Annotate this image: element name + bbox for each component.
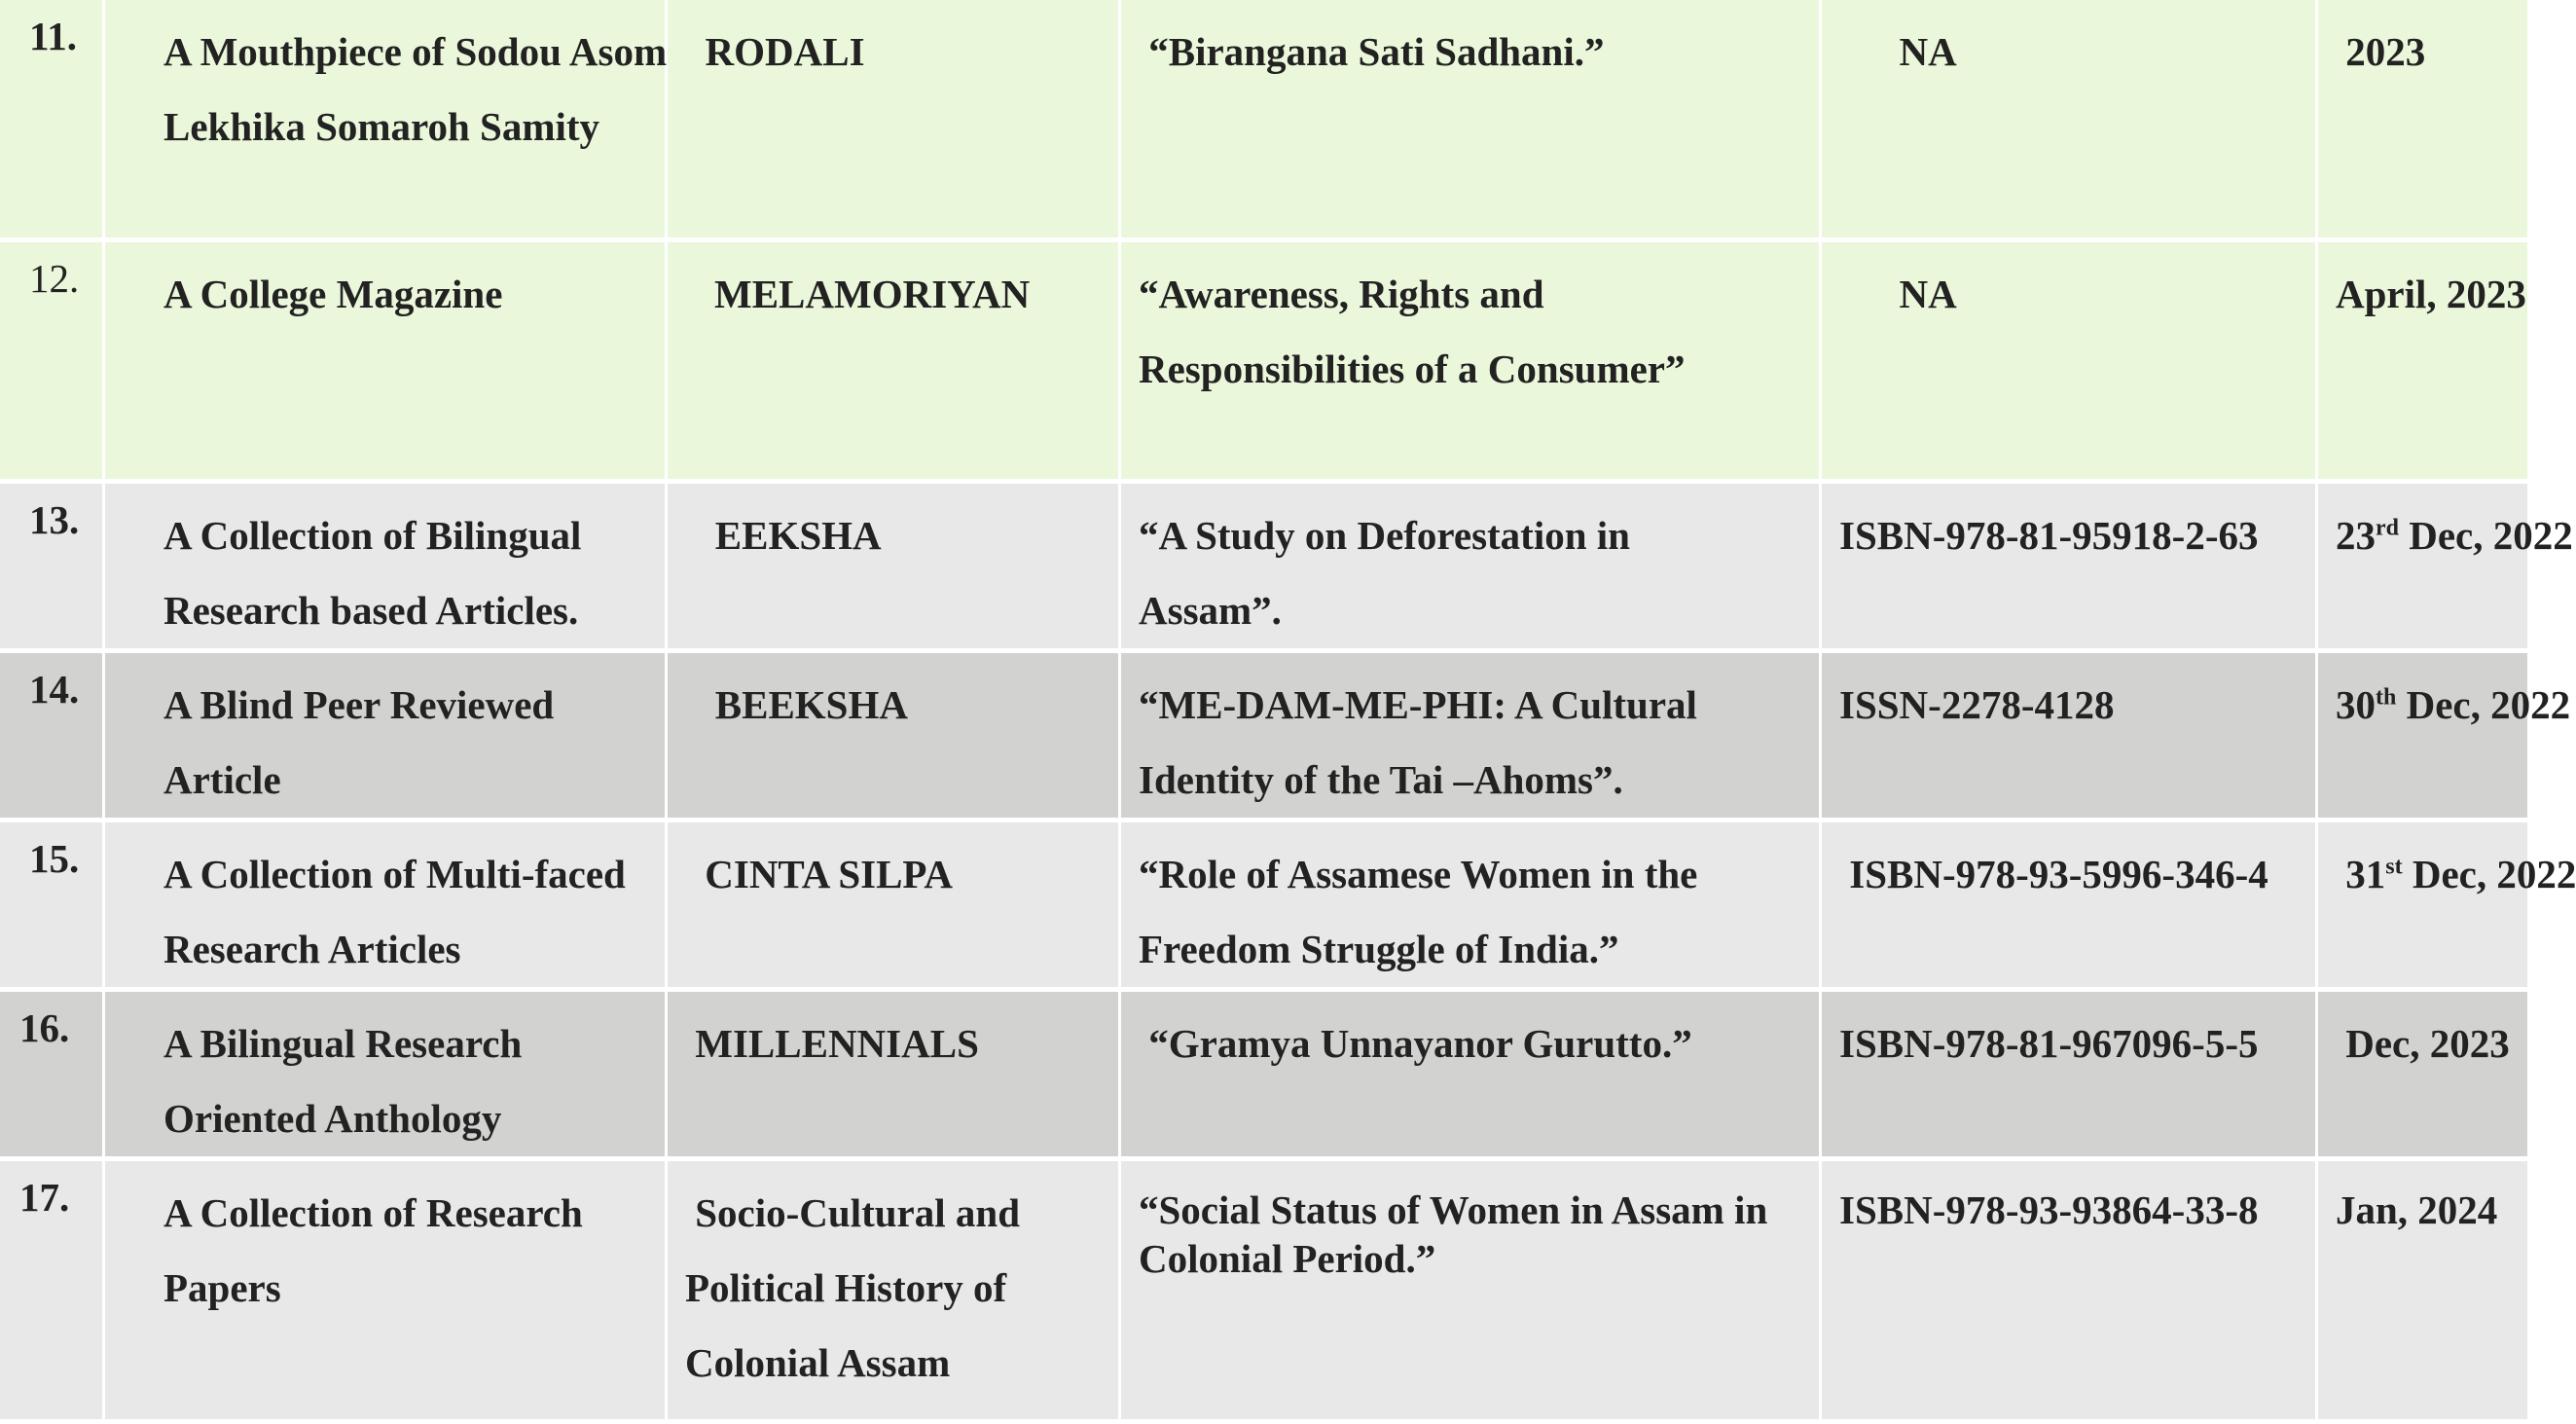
description-line: Papers <box>163 1265 281 1310</box>
publication-name-cell <box>668 992 1121 1161</box>
article-title-line: “Awareness, Rights and <box>1139 272 1544 316</box>
description-line: A Mouthpiece of Sodou Asom <box>163 29 668 74</box>
serial-number: 15. <box>29 836 80 881</box>
table-row <box>0 242 2530 484</box>
article-title-line: “Role of Assamese Women in the <box>1139 852 1698 896</box>
date-cell <box>2318 653 2571 822</box>
isbn-value: ISBN-978-93-93864-33-8 <box>1839 1187 2259 1232</box>
description-cell <box>105 653 668 822</box>
serial-number-cell <box>0 992 105 1161</box>
publication-name: RODALI <box>685 29 865 74</box>
isbn-value: NA <box>1839 29 1957 74</box>
description-line: A College Magazine <box>163 272 503 316</box>
serial-number: 14. <box>29 667 80 712</box>
article-title-cell <box>1121 822 1822 992</box>
isbn-cell <box>1822 242 2318 484</box>
article-title-line: Freedom Struggle of India.” <box>1139 927 1619 971</box>
article-title-cell <box>1121 653 1822 822</box>
publication-name-cell <box>668 0 1121 242</box>
isbn-cell <box>1822 992 2318 1161</box>
date-cell <box>2318 242 2530 484</box>
table-row <box>0 992 2530 1161</box>
description-line: Research Articles <box>163 927 461 971</box>
table-row <box>0 0 2530 242</box>
date-month-year: Dec, 2022 <box>2402 852 2576 896</box>
serial-number-cell <box>0 1161 105 1424</box>
article-title-cell <box>1121 0 1822 242</box>
date-day: 30 <box>2336 682 2376 727</box>
article-title-line: “A Study on Deforestation in <box>1139 513 1630 558</box>
description-cell <box>105 992 668 1161</box>
description-cell <box>105 0 668 242</box>
date-cell <box>2318 822 2576 992</box>
serial-number-cell <box>0 242 105 484</box>
description-line: Oriented Anthology <box>163 1096 502 1141</box>
description-cell <box>105 484 668 653</box>
description-line: A Blind Peer Reviewed <box>163 682 555 727</box>
publication-name-cell <box>668 1161 1121 1424</box>
isbn-cell <box>1822 1161 2318 1424</box>
serial-number: 12. <box>29 256 80 301</box>
date-cell <box>2318 1161 2530 1424</box>
date-ordinal-suffix: rd <box>2376 515 2399 541</box>
description-cell <box>105 822 668 992</box>
article-title-cell <box>1121 484 1822 653</box>
table-row <box>0 1161 2530 1424</box>
date-ordinal-suffix: st <box>2385 854 2403 880</box>
table-row <box>0 822 2530 992</box>
isbn-value: NA <box>1839 272 1957 316</box>
description-line: A Bilingual Research <box>163 1021 523 1066</box>
isbn-cell <box>1822 484 2318 653</box>
date-cell <box>2318 992 2530 1161</box>
table-row <box>0 653 2530 822</box>
date-day: 23 <box>2336 513 2376 558</box>
date-value: Dec, 2023 <box>2336 1021 2510 1066</box>
table-row <box>0 484 2530 653</box>
publication-name: BEEKSHA <box>685 682 908 727</box>
serial-number: 16. <box>19 1005 70 1050</box>
isbn-value: ISBN-978-93-5996-346-4 <box>1839 852 2268 896</box>
publication-name: MILLENNIALS <box>685 1021 979 1066</box>
publication-name: MELAMORIYAN <box>714 272 1031 316</box>
date-value: Jan, 2024 <box>2336 1187 2498 1232</box>
serial-number-cell <box>0 484 105 653</box>
article-title-line: Assam”. <box>1139 588 1282 633</box>
date-value: April, 2023 <box>2336 272 2526 316</box>
serial-number: 13. <box>29 497 80 542</box>
publication-name-cell <box>668 484 1121 653</box>
date-day: 31 <box>2336 852 2386 896</box>
description-cell <box>105 242 668 484</box>
description-line: A Collection of Research <box>163 1190 583 1235</box>
article-title-line: “Social Status of Women in Assam in <box>1139 1187 1768 1232</box>
description-line: Research based Articles. <box>163 588 579 633</box>
publication-name-cell <box>668 653 1121 822</box>
publication-name-cell <box>668 822 1121 992</box>
isbn-cell <box>1822 0 2318 242</box>
serial-number: 11. <box>29 14 77 58</box>
date-ordinal-suffix: th <box>2376 684 2397 711</box>
description-line: A Collection of Bilingual <box>163 513 582 558</box>
publication-name-cell <box>668 242 1121 484</box>
article-title-line: “Gramya Unnayanor Gurutto.” <box>1139 1021 1692 1066</box>
article-title-line: “ME-DAM-ME-PHI: A Cultural <box>1139 682 1697 727</box>
description-line: A Collection of Multi-faced <box>163 852 626 896</box>
serial-number-cell <box>0 822 105 992</box>
article-title-line: Colonial Period.” <box>1139 1236 1436 1281</box>
isbn-cell <box>1822 822 2318 992</box>
date-cell <box>2318 484 2573 653</box>
date-cell <box>2318 0 2530 242</box>
description-line: Lekhika Somaroh Samity <box>163 104 600 149</box>
isbn-cell <box>1822 653 2318 822</box>
serial-number-cell <box>0 0 105 242</box>
description-cell <box>105 1161 668 1424</box>
publication-name: CINTA SILPA <box>695 852 954 896</box>
isbn-value: ISSN-2278-4128 <box>1839 682 2115 727</box>
date-month-year: Dec, 2022 <box>2399 513 2573 558</box>
serial-number-cell <box>0 653 105 822</box>
isbn-value: ISBN-978-81-967096-5-5 <box>1839 1021 2259 1066</box>
date-value: 2023 <box>2336 29 2426 74</box>
publication-name-line: Political History of <box>685 1265 1007 1310</box>
serial-number: 17. <box>19 1175 70 1220</box>
article-title-cell <box>1121 1161 1822 1424</box>
article-title-line: Responsibilities of a Consumer” <box>1139 347 1686 391</box>
publication-name-line: Socio-Cultural and <box>685 1190 1020 1235</box>
article-title-line: “Birangana Sati Sadhani.” <box>1139 29 1605 74</box>
description-line: Article <box>163 757 281 802</box>
article-title-cell <box>1121 992 1822 1161</box>
date-month-year: Dec, 2022 <box>2396 682 2571 727</box>
article-title-cell <box>1121 242 1822 484</box>
isbn-value: ISBN-978-81-95918-2-63 <box>1839 513 2259 558</box>
publication-name-line: Colonial Assam <box>685 1340 951 1385</box>
article-title-line: Identity of the Tai –Ahoms”. <box>1139 757 1623 802</box>
publication-name: EEKSHA <box>685 513 882 558</box>
